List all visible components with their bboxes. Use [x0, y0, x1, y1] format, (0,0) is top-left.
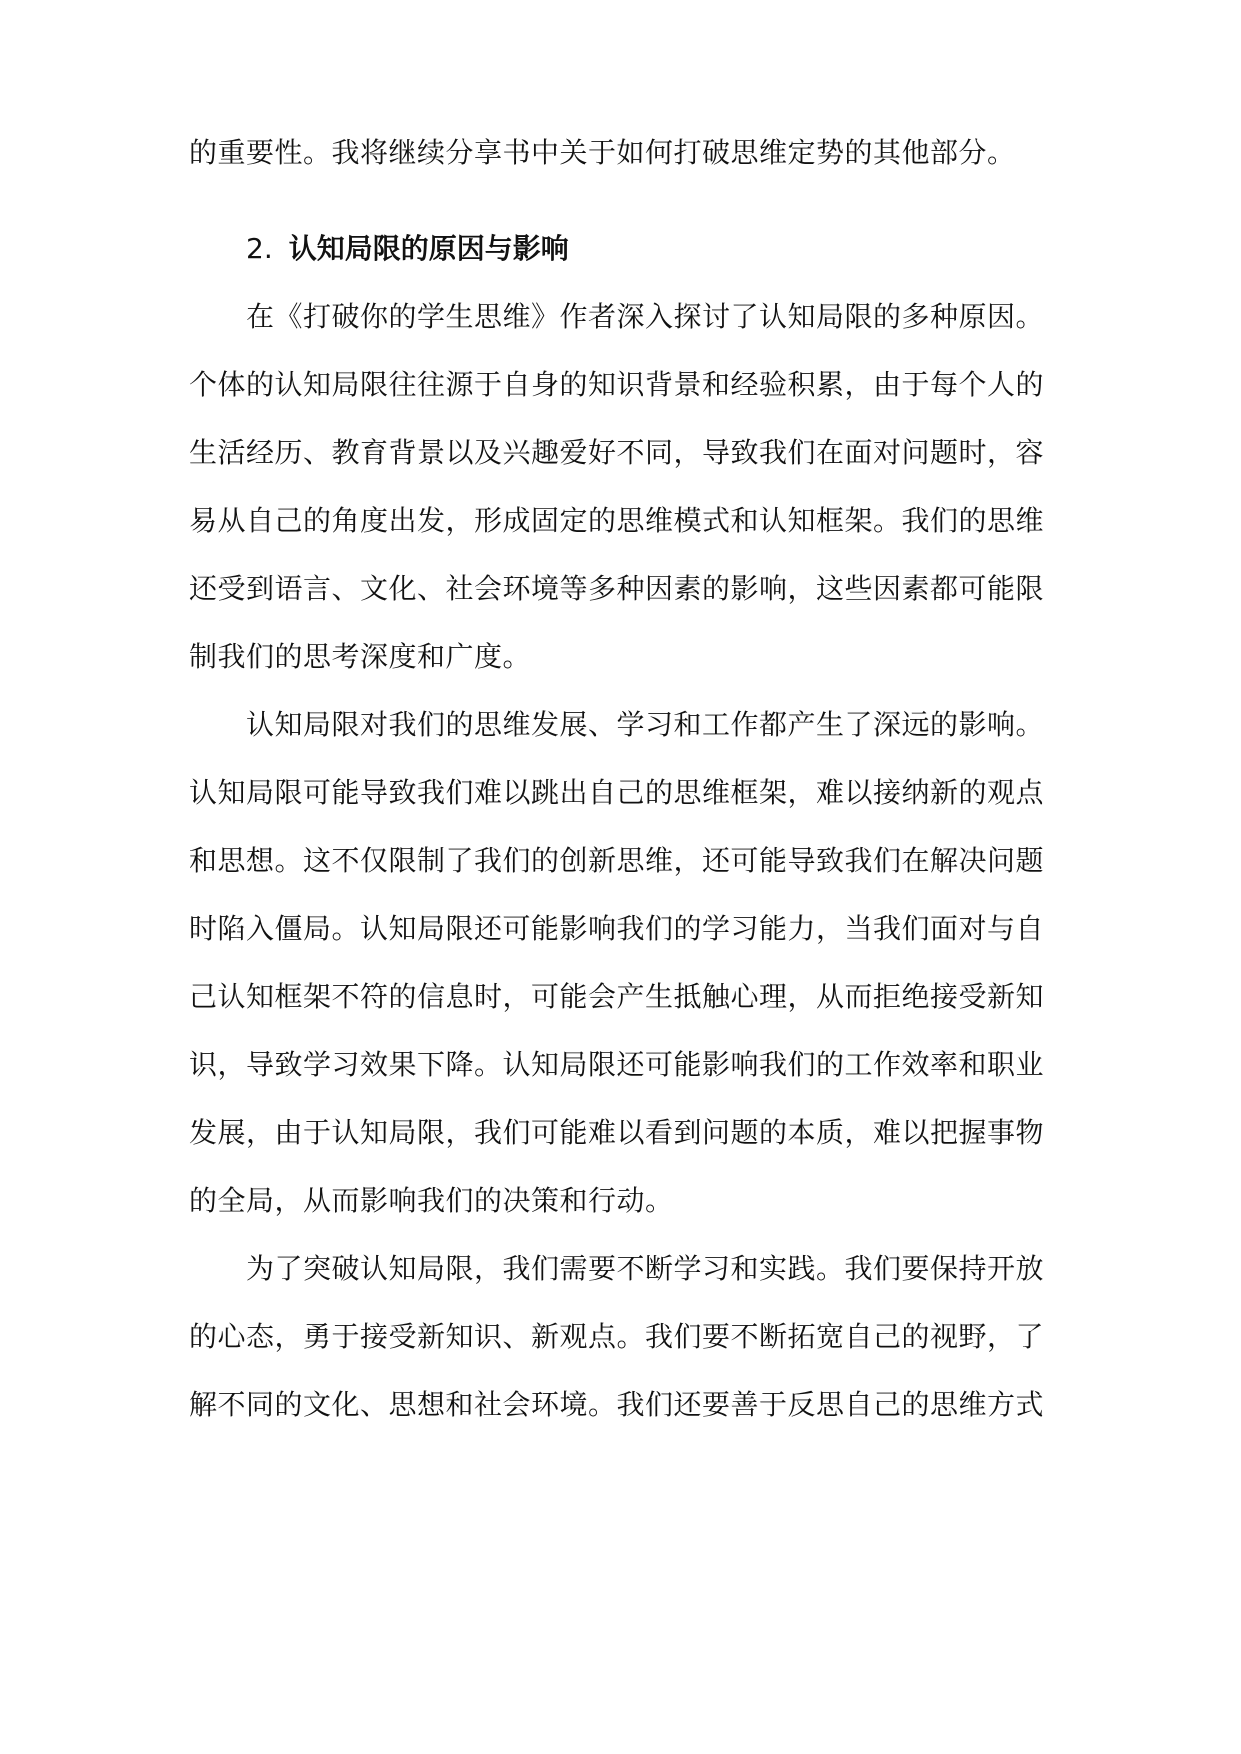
paragraph-1-line-2: 个体的认知局限往往源于自身的知识背景和经验积累，由于每个人的 — [189, 368, 1045, 401]
paragraph-3-line-1: 为了突破认知局限，我们需要不断学习和实践。我们要保持开放 — [246, 1252, 1045, 1285]
paragraph-1-line-3: 生活经历、教育背景以及兴趣爱好不同，导致我们在面对问题时，容 — [189, 436, 1045, 469]
paragraph-2-line-2: 认知局限可能导致我们难以跳出自己的思维框架，难以接纳新的观点 — [189, 776, 1045, 809]
paragraph-2-line-5: 己认知框架不符的信息时，可能会产生抵触心理，从而拒绝接受新知 — [189, 980, 1045, 1013]
paragraph-1-line-1: 在《打破你的学生思维》作者深入探讨了认知局限的多种原因。 — [246, 300, 1045, 333]
intro-text-line: 的重要性。我将继续分享书中关于如何打破思维定势的其他部分。 — [189, 136, 1016, 169]
paragraph-1-line-6: 制我们的思考深度和广度。 — [189, 640, 532, 673]
paragraph-2-line-3: 和思想。这不仅限制了我们的创新思维，还可能导致我们在解决问题 — [189, 844, 1045, 877]
paragraph-2-line-7: 发展，由于认知局限，我们可能难以看到问题的本质，难以把握事物 — [189, 1116, 1045, 1149]
paragraph-1-line-4: 易从自己的角度出发，形成固定的思维模式和认知框架。我们的思维 — [189, 504, 1045, 537]
paragraph-2-line-1: 认知局限对我们的思维发展、学习和工作都产生了深远的影响。 — [246, 708, 1045, 741]
section-heading — [246, 229, 569, 269]
section-title: 认知局限的原因与影响 — [288, 232, 569, 265]
section-number: 2. — [246, 232, 273, 265]
paragraph-2-line-4: 时陷入僵局。认知局限还可能影响我们的学习能力，当我们面对与自 — [189, 912, 1045, 945]
paragraph-2-line-6: 识，导致学习效果下降。认知局限还可能影响我们的工作效率和职业 — [189, 1048, 1045, 1081]
paragraph-2-line-8: 的全局，从而影响我们的决策和行动。 — [189, 1184, 674, 1217]
paragraph-3-line-3: 解不同的文化、思想和社会环境。我们还要善于反思自己的思维方式 — [189, 1388, 1045, 1421]
paragraph-1-line-5: 还受到语言、文化、社会环境等多种因素的影响，这些因素都可能限 — [189, 572, 1045, 605]
paragraph-3-line-2: 的心态，勇于接受新知识、新观点。我们要不断拓宽自己的视野，了 — [189, 1320, 1045, 1353]
